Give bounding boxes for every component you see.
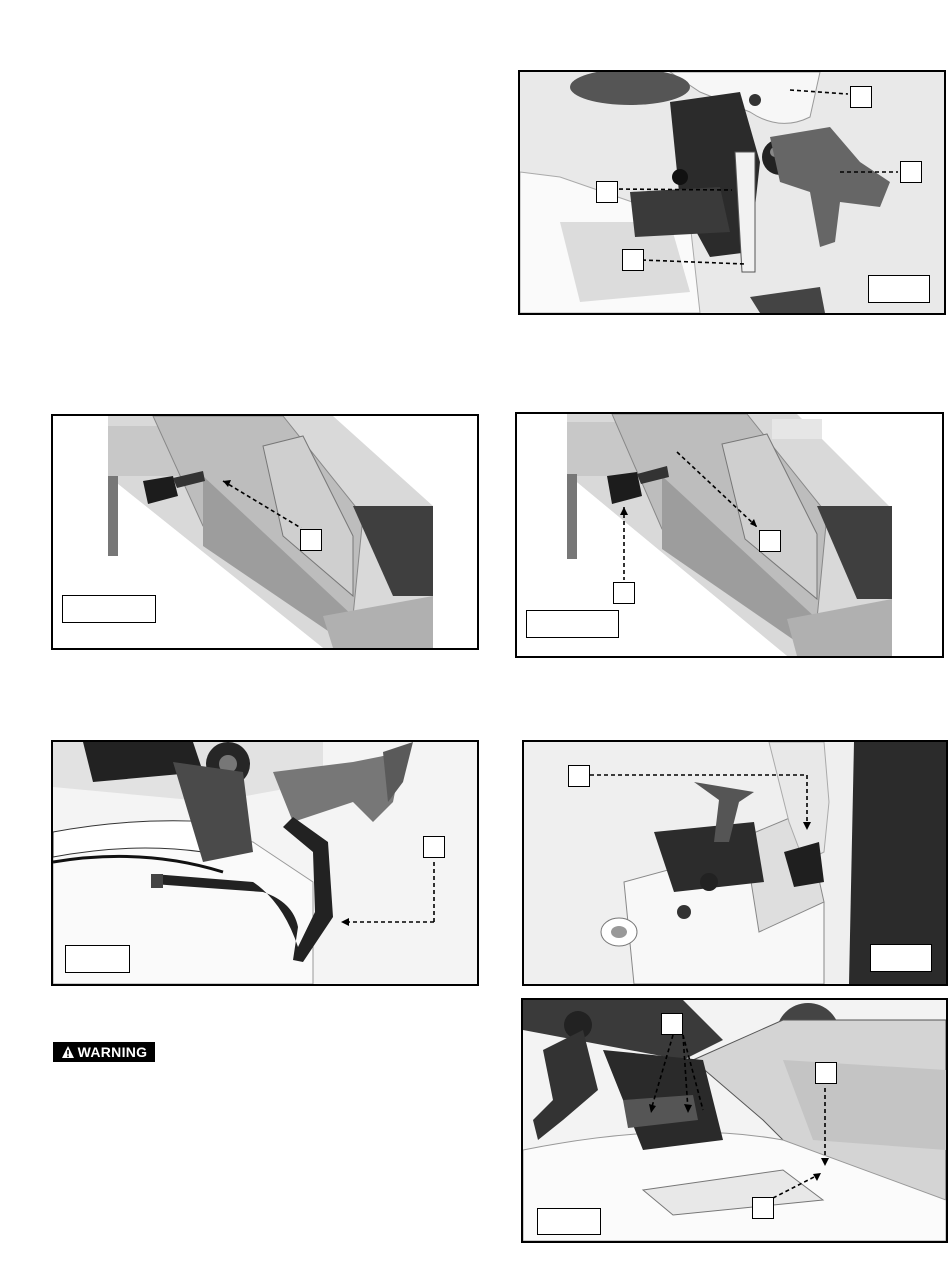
figure-fence-right xyxy=(515,412,944,658)
figure-label xyxy=(868,275,930,303)
callout-box xyxy=(752,1197,774,1219)
callout-box xyxy=(900,161,922,183)
callout-box xyxy=(815,1062,837,1084)
figure-label xyxy=(537,1208,601,1235)
callout-box xyxy=(300,529,322,551)
figure-handle xyxy=(51,740,479,986)
figure-label xyxy=(62,595,156,623)
figure-label xyxy=(65,945,130,973)
warning-label xyxy=(53,1042,155,1062)
callout-box xyxy=(850,86,872,108)
figure-fence-left xyxy=(51,414,479,650)
callout-box xyxy=(622,249,644,271)
warning-triangle-icon xyxy=(61,1045,75,1059)
figure-label xyxy=(526,610,619,638)
callout-box xyxy=(661,1013,683,1035)
figure-blade-guard xyxy=(521,998,948,1243)
callout-box xyxy=(423,836,445,858)
figure-lifting-saw xyxy=(522,740,948,986)
callout-box xyxy=(613,582,635,604)
callout-box xyxy=(759,530,781,552)
callout-box xyxy=(568,765,590,787)
callout-box xyxy=(596,181,618,203)
figure-label xyxy=(870,944,932,972)
figure-bevel-scale xyxy=(518,70,946,315)
figure-blade-guard-drawing xyxy=(523,1000,946,1241)
warning-text: WARNING xyxy=(77,1044,148,1060)
